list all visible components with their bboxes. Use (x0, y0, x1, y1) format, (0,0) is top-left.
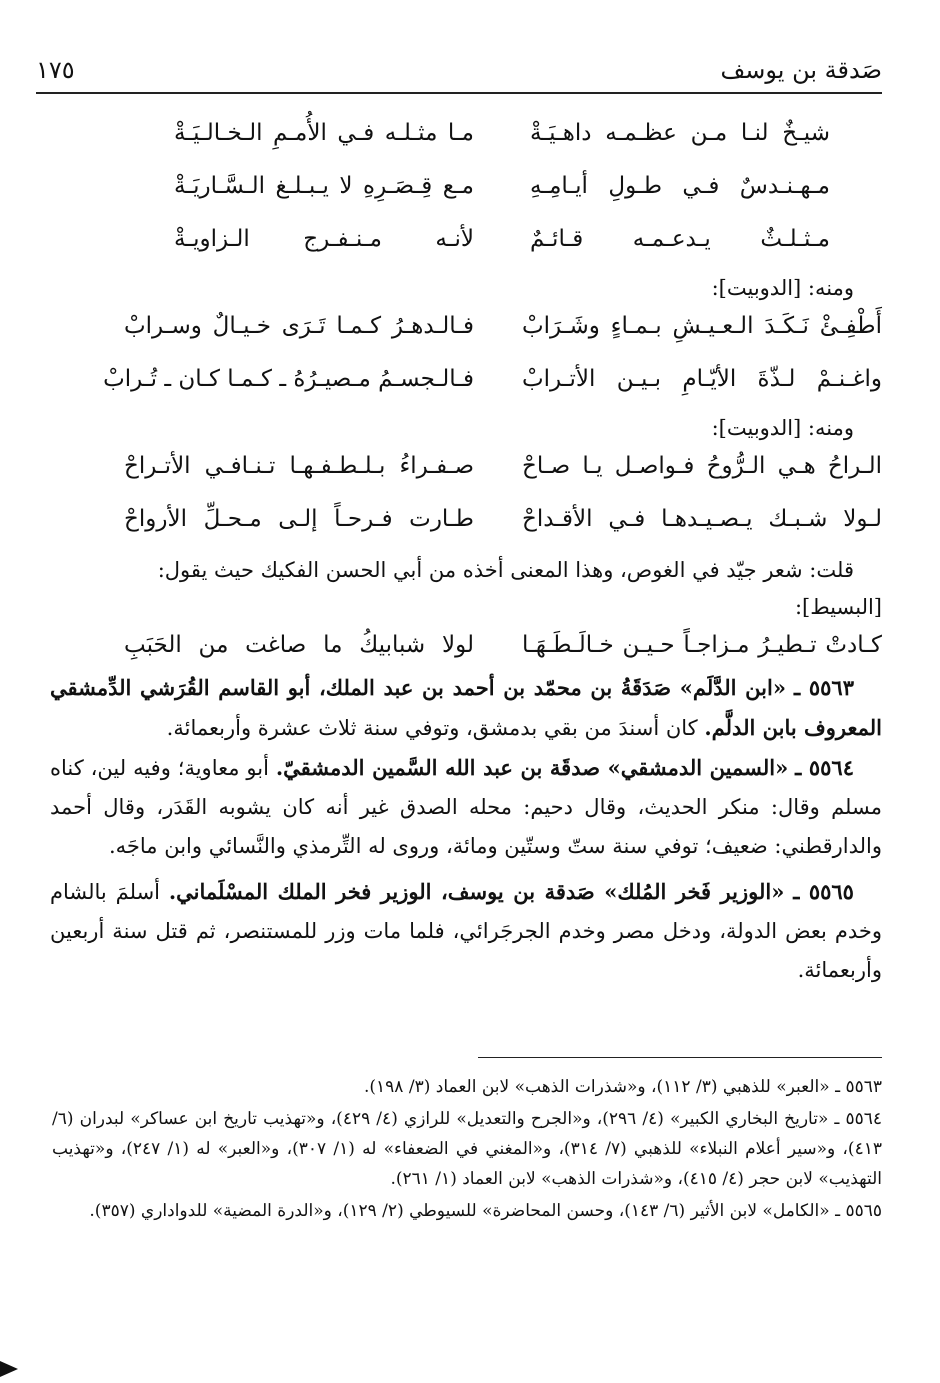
verse-second-hemistich: فـالـجسـمُ مـصيـرُهُ ـ كـمـا كـان ـ تُـرابْ (103, 366, 474, 392)
entry-number: ٥٥٦٣ ـ (794, 675, 854, 700)
verse-line (90, 305, 882, 358)
meter-label: ومنه: [الدوبيت]: (711, 276, 854, 300)
page-corner-mark (0, 1361, 18, 1377)
page-number: ١٧٥ (36, 56, 75, 84)
entry-body: أبو معاوية؛ وفيه لين، كناه مسلم وقال: منكر الحديث، وقال دحيم: محله الصدق غير أنه كان يشوبه القَدَر، وقال أحمد والدارقطني: ضعيف؛ توفي سنة ستّ وستّين ومائة، وروى له التِّرمذي والنَّسائي وابن ماجَه. (50, 756, 882, 858)
verse-first-hemistich: كـادتْ تـطيـرُ مـزاجـاً حـيـن خـالَـطَـهَـا (522, 632, 882, 658)
verse-line (90, 218, 882, 271)
verse-second-hemistich: فـالـدهـرُ كـمـا تَـرَى خـيـالٌ وسـرابْ (124, 313, 474, 339)
footnote: ٥٥٦٥ ـ «الكامل» لابن الأثير (٦/ ١٤٣)، وحسن المحاضرة» للسيوطي (٢/ ١٢٩)، و«الدرة المضية» للدواداري (٣٥٧). (89, 1201, 882, 1221)
verse-first-hemistich: لـولا شـبـك يـصـيـدهـا فـي الأقـداحْ (522, 506, 882, 532)
meter-label: [البسيط]: (794, 595, 882, 619)
verse-second-hemistich: مـع قِـصَـرِهِ لا يـبـلـغ الـسَّـاريَـةْ (174, 173, 474, 199)
verse-first-hemistich: الـراحُ هـي الـرُّوحُ فـواصـل يـا صـاحْ (522, 453, 882, 479)
verse-second-hemistich: صـفـراءُ بـلـطـفـهـا تـنـافـي الأتـراحْ (124, 453, 474, 479)
entry-body: أسلمَ بالشام وخدم بعض الدولة، ودخل مصر وخدم الجرجَرائي، فلما مات وزر للمستنصر، ثم قتل سنة أربعين وأربعمائة. (50, 880, 882, 982)
verse-first-hemistich: مـثـلـثٌ يـدعـمـه قـائـمٌ (530, 226, 830, 252)
footnote-separator (478, 1057, 882, 1058)
running-title: صَدقة بن يوسف (720, 56, 882, 84)
entry-number: ٥٥٦٤ ـ (795, 755, 854, 780)
verse-line (90, 624, 882, 668)
main-text (50, 112, 882, 990)
verse-first-hemistich: أَطْفِـئْ نَـكَـدَ الـعـيـشِ بـمـاءٍ وشَـرَابْ (522, 313, 882, 339)
entry-heading: «ابن الدَّلَم» صَدَقَةُ بن محمّد بن أحمد بن عبد الملك، أبو القاسم القُرَشي الدِّمشقي المعروف بابن الدلَّم. (50, 675, 882, 740)
verse-line (90, 498, 882, 551)
entry-heading: «الوزير فَخر المُلك» صَدقة بن يوسف، الوزير فخر الملك المسْلَماني. (168, 879, 785, 904)
verse-line (90, 445, 882, 498)
verse-line (90, 112, 882, 165)
commentary-paragraph: قلت: شعر جيّد في الغوص، وهذا المعنى أخذه من أبي الحسن الفكيك حيث يقول: (157, 558, 854, 582)
footnote: ٥٥٦٤ ـ «تاريخ البخاري الكبير» (٤/ ٢٩٦)، و«الجرح والتعديل» للرازي (٤/ ٤٢٩)، و«تهذيب تاريخ ابن عساكر» لبدران (٦/ ٤١٣)، و«سير أعلام النبلاء» للذهبي (٧/ ٣١٤)، و«المغني في الضعفاء» له (١/ ٣٠٧)، و«العبر» له (١/ ٢٤٧)، و«تهذيب التهذيب» لابن حجر (٤/ ٤١٥)، و«شذرات الذهب» لابن العماد (١/ ٢٦١). (52, 1109, 882, 1189)
verse-line (90, 165, 882, 218)
verse-first-hemistich: شيـخٌ لنـا مـن عظـمـه داهـيَـةْ (530, 120, 830, 146)
verse-second-hemistich: مـا مثـلـه فـي الأُمـمِ الـخـالـيَـةْ (174, 120, 474, 146)
biography-entry (50, 748, 882, 866)
biography-entry (50, 668, 882, 748)
biography-entry (50, 872, 882, 990)
verse-second-hemistich: لأنـه مـنـفـرج الـزاويـةْ (174, 226, 474, 252)
page-header (36, 48, 882, 94)
entry-number: ٥٥٦٥ ـ (793, 879, 854, 904)
verse-first-hemistich: واغـنـمْ لـذّةَ الأيّـامِ بـيـن الأتـرابْ (522, 366, 882, 392)
entry-body: كان أسندَ من بقي بدمشق، وتوفي سنة ثلاث عشرة وأربعمائة. (166, 716, 705, 740)
verse-second-hemistich: طـارت فـرحـاً إلـى مـحـلِّ الأرواحْ (124, 506, 474, 532)
verse-second-hemistich: لولا شبابيكُ ما صاغت من الحَبَبِ (124, 632, 474, 658)
verse-line (90, 358, 882, 411)
entry-heading: «السمين الدمشقي» صدقَة بن عبد الله السَّمين الدمشقيّ. (275, 755, 789, 780)
footnotes (52, 1072, 882, 1228)
verse-first-hemistich: مـهـنـدسٌ فـي طـولِ أيـامِـهِ (530, 173, 830, 199)
footnote: ٥٥٦٣ ـ «العبر» للذهبي (٣/ ١١٢)، و«شذرات الذهب» لابن العماد (٣/ ١٩٨). (363, 1077, 882, 1097)
meter-label: ومنه: [الدوبيت]: (711, 416, 854, 440)
